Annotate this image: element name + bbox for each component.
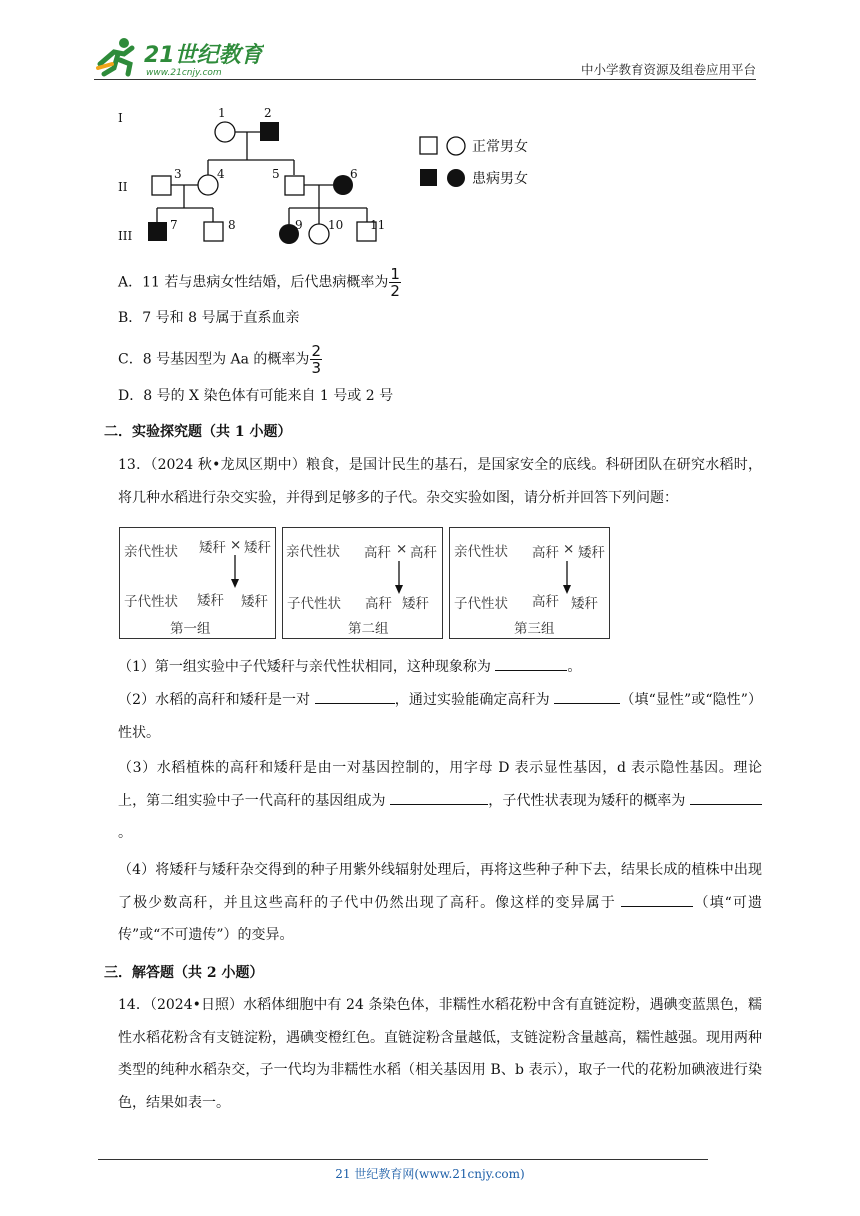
group2-offspring-2: 矮秆 — [402, 596, 429, 612]
group2-parent-2: 高秆 — [410, 545, 437, 561]
down-arrow-icon — [393, 561, 405, 595]
group2-parent-1: 高秆 — [364, 545, 391, 561]
num-3: 3 — [174, 167, 182, 181]
runner-icon — [98, 38, 132, 74]
option-c — [118, 343, 322, 376]
q14-stem: 14．（2024•日照）水稻体细胞中有 24 条染色体，非糯性水稻花粉中含有直链淀粉，遇碘变蓝黑色，糯性水稻花粉含有支链淀粉，遇碘变橙红色。直链淀粉含量越低，支链淀粉含量越高，糯性越强。现用两种类型的纯种水稻杂交，子一代均为非糯性水稻（相关基因用 B、b 表示），取子一代的花粉加碘液进行染色，结果如表一。 — [118, 997, 762, 1111]
gen-label-II: II — [118, 180, 128, 194]
answer-blank-3[interactable] — [554, 689, 620, 704]
down-arrow-icon — [561, 561, 573, 595]
answer-blank-2[interactable] — [315, 689, 395, 704]
section-3-heading: 三．解答题（共 2 小题） — [104, 965, 264, 981]
person-1-female-normal — [215, 122, 235, 142]
option-c-text: C．8 号基因型为 Aa 的概率为 — [118, 351, 310, 368]
pedigree-legend — [418, 132, 558, 192]
num-8: 8 — [228, 218, 236, 232]
group3-cross: × — [563, 541, 575, 557]
answer-blank-1[interactable] — [495, 656, 567, 671]
group3-offspring-1: 高秆 — [532, 594, 559, 610]
num-6: 6 — [350, 167, 358, 181]
header-divider — [94, 79, 756, 80]
q13-sub-1-text: （1）第一组实验中子代矮秆与亲代性状相同，这种现象称为 — [118, 659, 491, 675]
person-2-male-affected — [260, 122, 279, 141]
answer-blank-6[interactable] — [621, 892, 693, 907]
group3-offspring-2: 矮秆 — [571, 596, 598, 612]
option-a-text: A．11 若与患病女性结婚，后代患病概率为 — [118, 274, 389, 291]
legend-affected-label: 患病男女 — [472, 171, 528, 187]
footer-divider — [98, 1159, 708, 1160]
group1-parent-1: 矮秆 — [199, 540, 226, 556]
group2-name: 第二组 — [348, 621, 389, 637]
fraction-one-half: $\frac{1}{2}$ — [390, 265, 400, 300]
q13-sub-4 — [118, 854, 762, 952]
group1-parent-label: 亲代性状 — [124, 544, 178, 560]
person-4-female-normal — [198, 175, 218, 195]
q13-sub-3 — [118, 752, 762, 850]
footer-text: 21 世纪教育网(www.21cnjy.com) — [335, 1167, 525, 1181]
answer-blank-5[interactable] — [690, 790, 762, 805]
legend-normal-label: 正常男女 — [472, 139, 528, 155]
num-1: 1 — [218, 106, 226, 120]
option-a — [118, 266, 401, 299]
q13-sub-2-text-b: ，通过实验能确定高秆为 — [394, 692, 550, 708]
q13-sub-3-end: 。 — [118, 825, 132, 841]
group3-parent-label: 亲代性状 — [454, 544, 508, 560]
cross-group-3 — [449, 527, 610, 639]
pedigree-chart — [112, 98, 412, 250]
group2-parent-label: 亲代性状 — [286, 544, 340, 560]
num-2: 2 — [264, 106, 272, 120]
q13-sub-1-end: 。 — [567, 659, 582, 675]
option-d: D．8 号的 X 染色体有可能来自 1 号或 2 号 — [118, 388, 394, 404]
q13-sub-2-text-c: （填“显性”或“隐性”）性状。 — [118, 692, 763, 741]
num-11: 11 — [370, 218, 386, 232]
num-7: 7 — [170, 218, 178, 232]
section-2-heading: 二．实验探究题（共 1 小题） — [104, 424, 292, 440]
num-9: 9 — [295, 218, 303, 232]
person-7-male-affected — [148, 222, 167, 241]
cross-group-1 — [119, 527, 276, 639]
group3-name: 第三组 — [514, 621, 555, 637]
person-3-male-normal — [152, 176, 171, 195]
legend-normal-female-icon — [447, 137, 465, 155]
num-5: 5 — [272, 167, 280, 181]
cross-group-2 — [282, 527, 443, 639]
gen-label-III: III — [118, 229, 133, 243]
answer-blank-4[interactable] — [390, 790, 488, 805]
group1-offspring-2: 矮秆 — [241, 594, 268, 610]
option-b: B．7 号和 8 号属于直系血亲 — [118, 310, 300, 326]
group1-offspring-1: 矮秆 — [197, 593, 224, 609]
num-4: 4 — [217, 167, 225, 181]
down-arrow-icon — [229, 555, 241, 589]
q13-sub-2-text-a: （2）水稻的高秆和矮秆是一对 — [118, 692, 311, 708]
legend-normal-male-icon — [420, 137, 437, 154]
group2-offspring-label: 子代性状 — [287, 596, 341, 612]
logo-url: www.21cnjy.com — [146, 68, 222, 78]
group3-parent-1: 高秆 — [532, 545, 559, 561]
q13-sub-1 — [118, 651, 762, 684]
legend-affected-female-icon — [447, 169, 465, 187]
group2-offspring-1: 高秆 — [365, 596, 392, 612]
person-8-male-normal — [204, 222, 223, 241]
group3-offspring-label: 子代性状 — [454, 596, 508, 612]
q13-sub-4-text-b: （填“可遗传”或“不可遗传”）的变异。 — [118, 894, 762, 943]
q13-sub-4-text-a: （4）将矮秆与矮秆杂交得到的种子用紫外线辐射处理后，再将这些种子种下去，结果长成的植株中出现了极少数高秆，并且这些高秆的子代中仍然出现了高秆。像这样的变异属于 — [118, 862, 762, 911]
group1-cross: × — [230, 537, 242, 553]
num-10: 10 — [328, 218, 344, 232]
group1-name: 第一组 — [170, 621, 211, 637]
logo-text: 21世纪教育 — [144, 43, 263, 68]
group1-offspring-label: 子代性状 — [124, 594, 178, 610]
q13-sub-3-text-b: ，子代性状表现为矮秆的概率为 — [488, 792, 686, 809]
group1-parent-2: 矮秆 — [244, 540, 271, 556]
person-10-female-normal — [309, 224, 329, 244]
platform-title: 中小学教育资源及组卷应用平台 — [580, 62, 756, 77]
q13-stem: 13．（2024 秋•龙凤区期中）粮食，是国计民生的基石，是国家安全的底线。科研团队在研究水稻时，将几种水稻进行杂交实验，并得到足够多的子代。杂交实验如图，请分析并回答下列问题： — [118, 457, 762, 506]
gen-label-I: I — [118, 111, 123, 125]
q13-sub-3-text-a: （3）水稻植株的高秆和矮秆是由一对基因控制的，用字母 D 表示显性基因，d 表示隐性基因。理论上，第二组实验中子一代高秆的基因组成为 — [118, 760, 762, 809]
group2-cross: × — [396, 541, 408, 557]
group3-parent-2: 矮秆 — [578, 545, 605, 561]
legend-affected-male-icon — [420, 169, 437, 186]
site-logo — [94, 34, 264, 80]
fraction-two-thirds: $\frac{2}{3}$ — [311, 342, 321, 377]
q13-sub-2 — [118, 684, 762, 749]
person-5-male-normal — [285, 176, 304, 195]
